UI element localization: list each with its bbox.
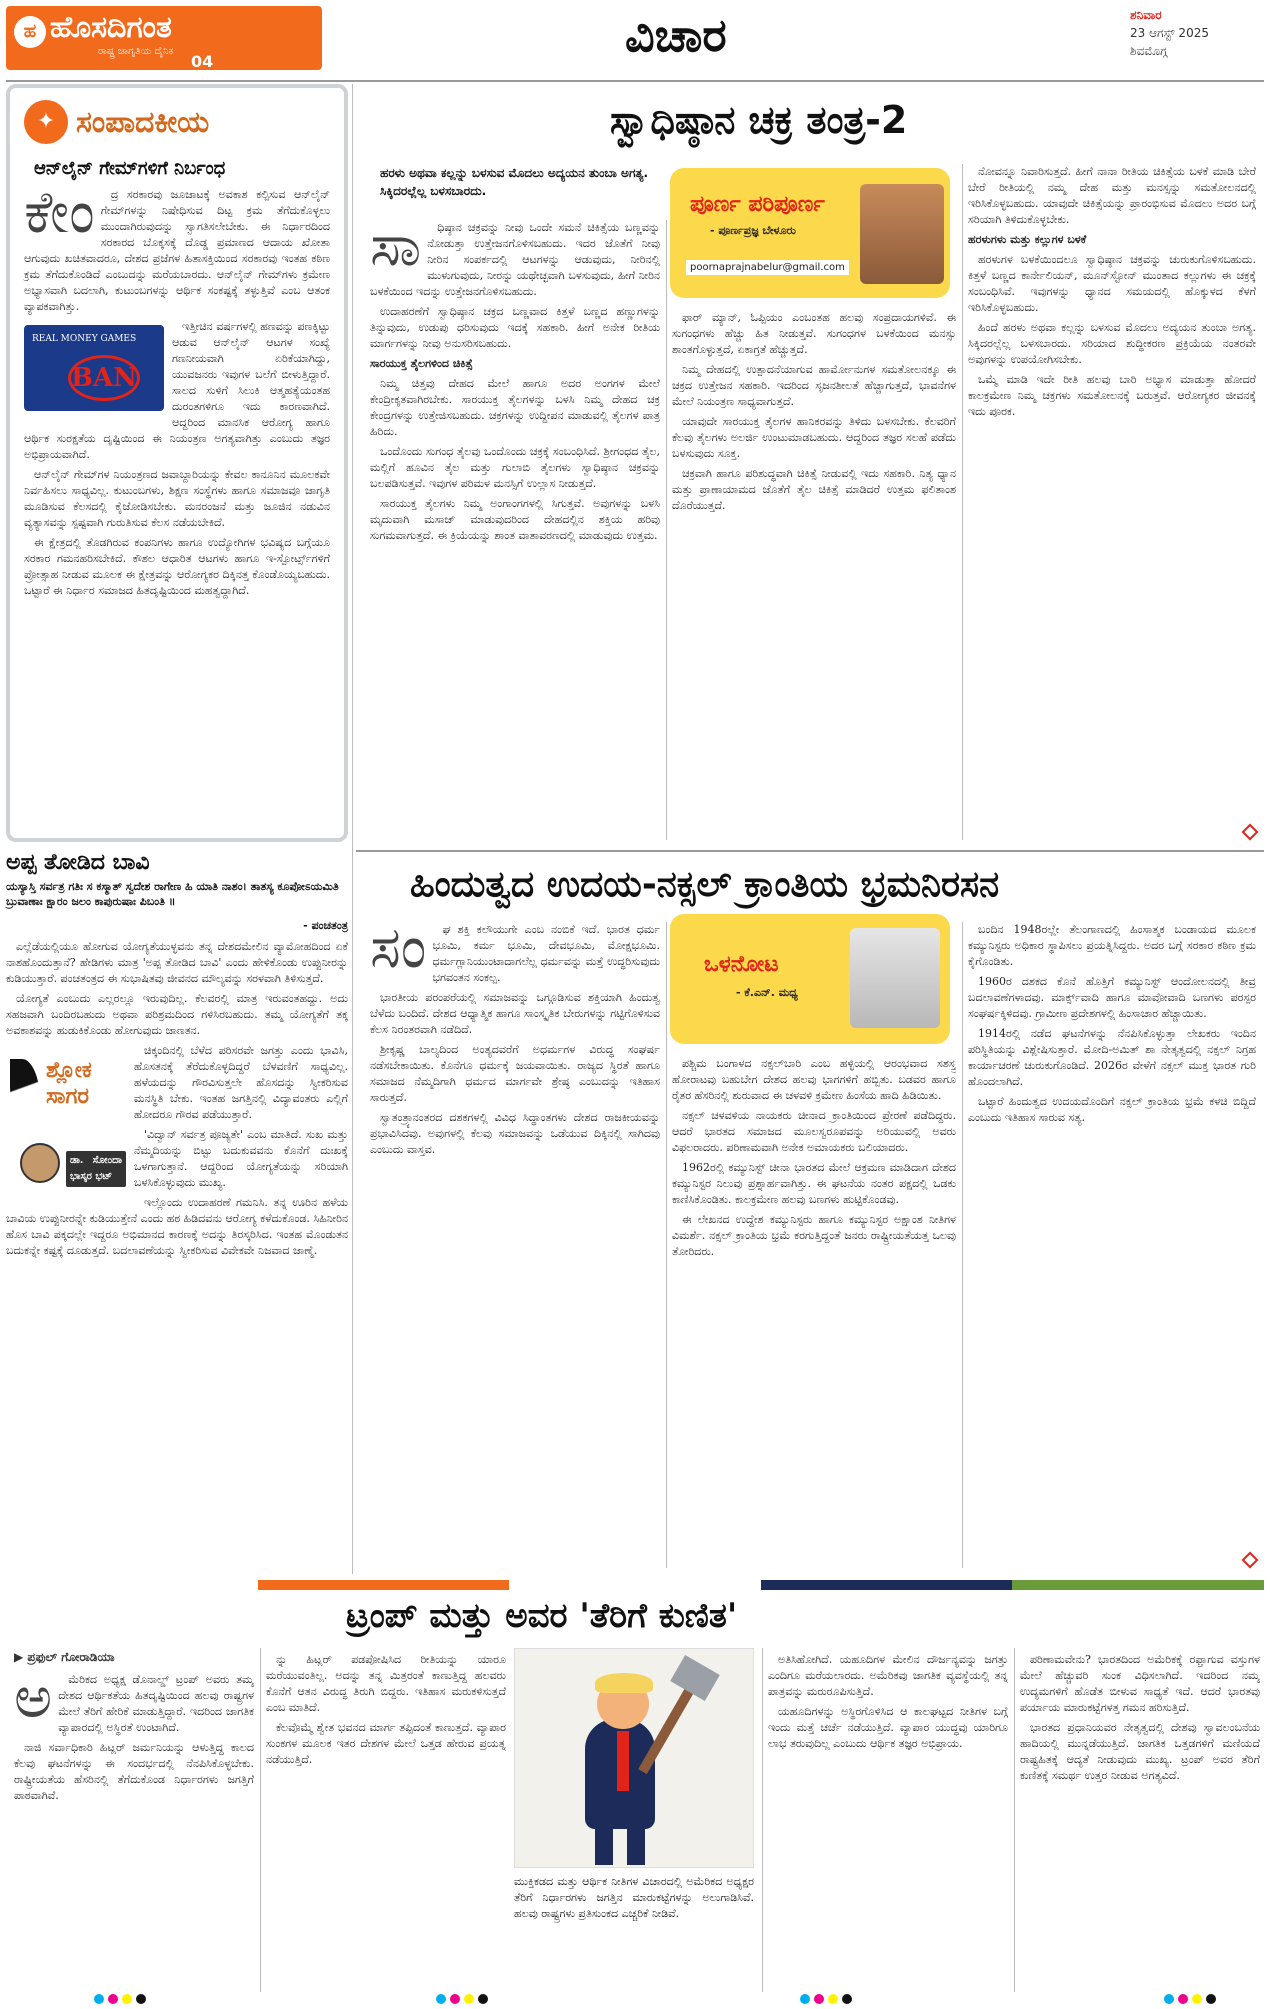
- ban-stamp: BAN: [68, 355, 140, 401]
- column-divider: [260, 1648, 261, 1992]
- masthead-divider: [6, 80, 1264, 82]
- online-game-ban-image: [24, 325, 164, 411]
- article-dropcap: ಸಂ: [370, 922, 427, 981]
- editorial-paragraph: ದ್ರ ಸರಕಾರವು ಜೂಜಾಟಕ್ಕೆ ಅವಕಾಶ ಕಲ್ಪಿಸುವ ಆನ್‌ಲೈನ್ ಗೇಮ್‌ಗಳನ್ನು ನಿಷೇಧಿಸುವ ದಿಟ್ಟ ಕ್ರಮ ತೆಗೆದುಕೊಳ್ಳಲು ಮುಂದಾಗಿರುವುದನ್ನು ಸ್ವಾಗತಿಸಲೇಬೇಕು. ಈ ನಿರ್ಧಾರದಿಂದ ಸರಕಾರದ ಬೊಕ್ಕಸಕ್ಕೆ ದೊಡ್ಡ ಪ್ರಮಾಣದ ಆದಾಯ ಖೋತಾ ಆಗುವುದು ಖಚಿತವಾದರೂ, ದೇಶದ ಪ್ರಜೆಗಳ ಹಿತಾಸಕ್ತಿಯಿಂದ ಸರಕಾರವು ಇಂತಹ ಕಠಿಣ ಕ್ರಮ ತೆಗೆದುಕೊಂಡಿದೆ ಎಂಬುದನ್ನು ಮರೆಯಬಾರದು. ಆನ್‌ಲೈನ್ ಗೇಮ್‌ಗಳು ಕ್ರಮೇಣ ಅಭ್ಯಾಸವಾಗಿ ಬದಲಾಗಿ, ಕುಟುಂಬಗಳನ್ನು ಆರ್ಥಿಕ ಸಂಕಷ್ಟಕ್ಕೆ ತಳ್ಳುತ್ತಿವೆ ಎಂಬ ಆತಂಕ ವ್ಯಾಪಕವಾಗಿತ್ತು.: [24, 188, 330, 313]
- cartoon-tie: [617, 1731, 629, 1791]
- article-paragraph: ಫಾರ್ ಮ್ಯಾನ್, ಓಪ್ಪಿಯಂ ಎಂಬಂತಹ ಹಲವು ಸಂಪ್ರದಾಯಗಳಿವೆ. ಈ ಸುಗಂಧಗಳು ಹೆಚ್ಚು ಹಿತ ನೀಡುತ್ತವೆ. ಸುಗಂಧಗಳ ಬಳಕೆಯಿಂದ ಮನಸ್ಸು ಶಾಂತಗೊಳ್ಳುತ್ತದೆ, ಏಕಾಗ್ರತೆ ಹೆಚ್ಚುತ್ತದೆ.: [672, 311, 956, 356]
- article-paragraph: ಒಮ್ಮೆ ಮಾಡಿ ಇದೇ ರೀತಿ ಹಲವು ಬಾರಿ ಅಭ್ಯಾಸ ಮಾಡುತ್ತಾ ಹೋದರೆ ಕಾಲಕ್ರಮೇಣ ನಿಮ್ಮ ಚಕ್ರಗಳು ಸಮತೋಲನಕ್ಕೆ ಬರುತ್ತವೆ. ಆರೋಗ್ಯಕರ ಜೀವನಕ್ಕೆ ಇದು ಪೂರಕ.: [968, 373, 1256, 418]
- logo-tagline: ರಾಷ್ಟ್ರ ಜಾಗೃತಿಯ ದೈನಿಕ: [98, 46, 174, 57]
- article-paragraph: 1914ರಲ್ಲಿ ನಡೆದ ಘಟನೆಗಳನ್ನು ನೆನಪಿಸಿಕೊಳ್ಳುತ್ತಾ ಲೇಖಕರು ಇಂದಿನ ಪರಿಸ್ಥಿತಿಯನ್ನು ವಿಶ್ಲೇಷಿಸುತ್ತಾರೆ. ಮೋದಿ-ಅಮಿತ್ ಶಾ ನೇತೃತ್ವದಲ್ಲಿ ನಕ್ಸಲ್ ನಿಗ್ರಹ ಕಾರ್ಯಾಚರಣೆ ಚುರುಕುಗೊಂಡಿದೆ. 2026ರ ವೇಳೆಗೆ ನಕ್ಸಲ್ ಮುಕ್ತ ಭಾರತ ಗುರಿ ಹೊಂದಲಾಗಿದೆ.: [968, 1027, 1256, 1088]
- article-paragraph: ಹರಳುಗಳ ಬಳಕೆಯಿಂದಲೂ ಸ್ವಾಧಿಷ್ಠಾನ ಚಕ್ರವನ್ನು ಚುರುಕುಗೊಳಿಸಬಹುದು. ಕಿತ್ತಳೆ ಬಣ್ಣದ ಕಾರ್ನೇಲಿಯನ್, ಮೂನ್‌ಸ್ಟೋನ್ ಮುಂತಾದ ಕಲ್ಲುಗಳು ಈ ಚಕ್ರಕ್ಕೆ ಸಂಬಂಧಿಸಿವೆ. ಇವುಗಳನ್ನು ಧ್ಯಾನದ ಸಮಯದಲ್ಲಿ ಹೊಕ್ಕುಳದ ಕೆಳಗೆ ಇರಿಸಿಕೊಳ್ಳಬಹುದು.: [968, 253, 1256, 314]
- article-divider: [356, 850, 1264, 852]
- article-trump: [6, 1596, 1264, 1996]
- article-column-3: [768, 1652, 1008, 1992]
- column-divider: [352, 84, 353, 1574]
- article-paragraph: ನಿಮ್ಮ ಚಿತ್ತವು ದೇಹದ ಮೇಲೆ ಹಾಗೂ ಅದರ ಅಂಗಗಳ ಮೇಲೆ ಕೇಂದ್ರೀಕೃತವಾಗಿರಬೇಕು. ಸಾರಯುಕ್ತ ತೈಲಗಳನ್ನು ಬಳಸಿ ನಿಮ್ಮ ದೇಹದ ಚಕ್ರ ಕೇಂದ್ರಗಳನ್ನು ಉತ್ತೇಜಿಸಬಹುದು. ಚಕ್ರಗಳನ್ನು ಉದ್ದೀಪನ ಮಾಡುವಲ್ಲಿ ತೈಲಗಳ ಪಾತ್ರ ಹಿರಿದು.: [370, 377, 660, 438]
- trump-cartoon: [514, 1648, 754, 1868]
- article-column-1: [370, 922, 660, 1572]
- article-paragraph: ನಿಮ್ಮ ದೇಹದಲ್ಲಿ ಉತ್ಪಾದನೆಯಾಗುವ ಹಾರ್ಮೋನುಗಳ ಸಮತೋಲನಕ್ಕೂ ಈ ಚಕ್ರದ ಉತ್ತೇಜನ ಸಹಕಾರಿ. ಇದರಿಂದ ಸೃಜನಶೀಲತೆ ಹೆಚ್ಚಾಗುತ್ತದೆ, ಭಾವನೆಗಳ ಮೇಲೆ ನಿಯಂತ್ರಣ ಸಾಧ್ಯವಾಗುತ್ತದೆ.: [672, 363, 956, 408]
- feather-pen-icon: [10, 1059, 40, 1129]
- article-paragraph: ನಾಜಿ ಸರ್ವಾಧಿಕಾರಿ ಹಿಟ್ಲರ್ ಜರ್ಮನಿಯನ್ನು ಆಳುತ್ತಿದ್ದ ಕಾಲದ ಕೆಲವು ಘಟನೆಗಳನ್ನು ಈ ಸಂದರ್ಭದಲ್ಲಿ ನೆನಪಿಸಿಕೊಳ್ಳಬೇಕು. ರಾಷ್ಟ್ರೀಯತೆಯ ಹೆಸರಿನಲ್ಲಿ ತೆಗೆದುಕೊಂಡ ನಿರ್ಧಾರಗಳು ಜಗತ್ತಿಗೆ ಪಾಠವಾಗಿವೆ.: [14, 1741, 254, 1802]
- editorial-body: [24, 178, 330, 599]
- dateline-date: 23 ಆಗಸ್ಟ್ 2025: [1130, 26, 1209, 40]
- article-paragraph: ಯಾವುದೇ ಸಾರಯುಕ್ತ ತೈಲಗಳ ಹಾನಿಕರವನ್ನು ತಿಳಿದು ಬಳಸಬೇಕು. ಕೆಲವರಿಗೆ ಕೆಲವು ತೈಲಗಳು ಅಲರ್ಜಿ ಉಂಟುಮಾಡಬಹುದು. ಆದ್ದರಿಂದ ತಜ್ಞರ ಸಲಹೆ ಪಡೆದು ಬಳಸುವುದು ಸೂಕ್ತ.: [672, 415, 956, 460]
- shloka-paragraph: ಎಲ್ಲೆಡೆಯಲ್ಲಿಯೂ ಹೋಗುವ ಯೋಗ್ಯತೆಯುಳ್ಳವನು ತನ್ನ ದೇಶದಮೇಲಿನ ವ್ಯಾಮೋಹದಿಂದ ಏಕೆ ನಾಶಹೊಂದುತ್ತಾನೆ? ಹೇಡಿಗಳು ಮಾತ್ರ 'ಅಪ್ಪ ತೋಡಿದ ಬಾವಿ' ಎಂದು ಹೇಳಿಕೊಂಡು ಉಪ್ಪುನೀರನ್ನು ಕುಡಿಯುತ್ತಾರೆ. ಪಂಚತಂತ್ರದ ಈ ಸುಭಾಷಿತವು ಜೀವನದ ಮೌಲ್ಯವನ್ನು ಸರಳವಾಗಿ ತಿಳಿಸುತ್ತದೆ.: [6, 940, 348, 985]
- columnist-name: - ಕೆ.ಎನ್. ಮಧ್ಯ: [736, 986, 798, 999]
- article-svadhisthana: [360, 88, 1264, 848]
- article-column-2: [266, 1652, 506, 1992]
- article-paragraph: ಭಾರತೀಯ ಪರಂಪರೆಯಲ್ಲಿ ಸಮಾಜವನ್ನು ಒಗ್ಗೂಡಿಸುವ ಶಕ್ತಿಯಾಗಿ ಹಿಂದುತ್ವ ಬೆಳೆದು ಬಂದಿದೆ. ದೇಶದ ಆಧ್ಯಾತ್ಮಿಕ ಹಾಗೂ ಸಾಂಸ್ಕೃತಿಕ ಬೇರುಗಳನ್ನು ಗಟ್ಟಿಗೊಳಿಸುವ ಕೆಲಸ ನಿರಂತರವಾಗಿ ನಡೆದಿದೆ.: [370, 991, 660, 1036]
- section-color-bar: [6, 1580, 1264, 1590]
- article-paragraph: ಪರಿಣಾಮವೇನು? ಭಾರತದಿಂದ ಅಮೆರಿಕಕ್ಕೆ ರಫ್ತಾಗುವ ವಸ್ತುಗಳ ಮೇಲೆ ಹೆಚ್ಚುವರಿ ಸುಂಕ ವಿಧಿಸಲಾಗಿದೆ. ಇದರಿಂದ ನಮ್ಮ ಉದ್ಯಮಗಳಿಗೆ ಹೊಡೆತ ಬೀಳುವ ಸಾಧ್ಯತೆ ಇದೆ. ಆದರೆ ಭಾರತವು ಪರ್ಯಾಯ ಮಾರುಕಟ್ಟೆಗಳತ್ತ ಗಮನ ಹರಿಸುತ್ತಿದೆ.: [1020, 1653, 1260, 1714]
- article-paragraph: 1960ರ ದಶಕದ ಕೊನೆ ಹೊತ್ತಿಗೆ ಕಮ್ಯುನಿಸ್ಟ್ ಆಂದೋಲನದಲ್ಲಿ ತೀವ್ರ ಬದಲಾವಣೆಗಳಾದವು. ಮಾರ್ಕ್ಸ್‌ವಾದಿ ಹಾಗೂ ಮಾವೋವಾದಿ ಬಣಗಳು ಪರಸ್ಪರ ಸಂಘರ್ಷಕ್ಕಿಳಿದವು. ಗ್ರಾಮೀಣ ಪ್ರದೇಶಗಳಲ್ಲಿ ಹಿಂಸಾಚಾರ ಹೆಚ್ಚಾಯಿತು.: [968, 975, 1256, 1020]
- column-divider: [1014, 1648, 1015, 1992]
- shloka-source: - ಪಂಚತಂತ್ರ: [303, 919, 348, 932]
- article-subhead: ಹರಳುಗಳು ಮತ್ತು ಕಲ್ಲುಗಳ ಬಳಕೆ: [968, 233, 1087, 246]
- article-paragraph: ಒಂದೊಂದು ಸುಗಂಧ ತೈಲವು ಒಂದೊಂದು ಚಕ್ರಕ್ಕೆ ಸಂಬಂಧಿಸಿದೆ. ಶ್ರೀಗಂಧದ ತೈಲ, ಮಲ್ಲಿಗೆ ಹೂವಿನ ತೈಲ ಮತ್ತು ಗುಲಾಬಿ ತೈಲಗಳು ಸ್ವಾಧಿಷ್ಠಾನ ಚಕ್ರವನ್ನು ಬಲಪಡಿಸುತ್ತವೆ. ಇವುಗಳ ಪರಿಮಳ ಮನಸ್ಸಿಗೆ ಉಲ್ಲಾಸ ನೀಡುತ್ತದೆ.: [370, 445, 660, 490]
- article-paragraph: ನಕ್ಸಲ್ ಚಳವಳಿಯ ನಾಯಕರು ಚೀನಾದ ಕ್ರಾಂತಿಯಿಂದ ಪ್ರೇರಣೆ ಪಡೆದಿದ್ದರು. ಆದರೆ ಭಾರತದ ಸಮಾಜದ ಮೂಲಸ್ವರೂಪವನ್ನು ಅರಿಯುವಲ್ಲಿ ಅವರು ವಿಫಲರಾದರು. ಪರಿಣಾಮವಾಗಿ ಅನೇಕ ಅಮಾಯಕರು ಬಲಿಯಾದರು.: [672, 1109, 956, 1154]
- column-name: ಒಳನೋಟ: [704, 952, 779, 977]
- article-paragraph: ಘ ಶಕ್ತಿ ಕಲೌಯುಗೇ ಎಂಬ ನಂಬಿಕೆ ಇದೆ. ಭಾರತ ಧರ್ಮ ಭೂಮಿ, ಕರ್ಮ ಭೂಮಿ, ದೇವಭೂಮಿ, ಮೋಕ್ಷಭೂಮಿ. ಧರ್ಮಗ್ಲಾನಿಯುಂಟಾದಾಗಲೆಲ್ಲ ಧರ್ಮವನ್ನು ಮತ್ತೆ ಉದ್ಧರಿಸುವುದು ಭಗವಂತನ ಸಂಕಲ್ಪ.: [432, 923, 660, 984]
- dateline: [1130, 8, 1260, 62]
- article-paragraph: ಶ್ರೀಕೃಷ್ಣ ಬಾಲ್ಯದಿಂದ ಅಂತ್ಯದವರೆಗೆ ಅಧರ್ಮಗಳ ವಿರುದ್ಧ ಸಂಘರ್ಷ ನಡೆಸಬೇಕಾಯಿತು. ಕೊನೆಗೂ ಧರ್ಮಕ್ಕೆ ಜಯವಾಯಿತು. ರಾಜ್ಯದ ಸ್ಥಿರತೆ ಹಾಗೂ ಸಮಾಜದ ನೆಮ್ಮದಿಗಾಗಿ ಧರ್ಮದ ಮಾರ್ಗವೇ ಶ್ರೇಷ್ಠ ಎಂಬುದನ್ನು ಇತಿಹಾಸ ಸಾರುತ್ತದೆ.: [370, 1043, 660, 1104]
- author-avatar: [20, 1143, 60, 1183]
- column-divider: [666, 220, 667, 840]
- article-paragraph: ನೋವನ್ನೂ ನಿವಾರಿಸುತ್ತದೆ. ಹೀಗೆ ನಾನಾ ರೀತಿಯ ಚಿಕಿತ್ಸೆಯ ಬಳಕೆ ಮಾಡಿ ಬೇರೆ ಬೇರೆ ರೀತಿಯಲ್ಲಿ ನಮ್ಮ ದೇಹ ಮತ್ತು ಮನಸ್ಸನ್ನು ಸಮತೋಲನದಲ್ಲಿ ಇರಿಸಿಕೊಳ್ಳಬಹುದು. ಯಾವುದೇ ಚಿಕಿತ್ಸೆಯನ್ನು ಪ್ರಾರಂಭಿಸುವ ಮೊದಲು ಅದರ ಬಗ್ಗೆ ಸರಿಯಾಗಿ ತಿಳಿದುಕೊಳ್ಳಬೇಕು.: [968, 165, 1256, 226]
- shloka-paragraph: ಇಲ್ಲೊಂದು ಉದಾಹರಣೆ ಗಮನಿಸಿ. ತನ್ನ ಊರಿನ ಹಳೆಯ ಬಾವಿಯ ಉಪ್ಪುನೀರನ್ನೇ ಕುಡಿಯುತ್ತೇನೆ ಎಂದು ಹಠ ಹಿಡಿದವನು ಆರೋಗ್ಯ ಕಳೆದುಕೊಂಡ. ಸಿಹಿನೀರಿನ ಹೊಸ ಬಾವಿ ಪಕ್ಕದಲ್ಲೇ ಇದ್ದರೂ ಅಭಿಮಾನದ ಕಾರಣಕ್ಕೆ ಅದನ್ನು ತಿರಸ್ಕರಿಸಿದ. ಇಂತಹ ಮೊಂಡುತನ ಬದುಕನ್ನೇ ಕಷ್ಟಕ್ಕೆ ದೂಡುತ್ತದೆ. ಬದಲಾವಣೆಯನ್ನು ಸ್ವೀಕರಿಸುವ ವಿವೇಕವೇ ನಿಜವಾದ ಜಾಣ್ಮೆ.: [6, 1196, 348, 1257]
- column-divider: [666, 922, 667, 1568]
- section-title: ವಿಚಾರ: [625, 8, 727, 62]
- article-paragraph: ಈ ಲೇಖನದ ಉದ್ದೇಶ ಕಮ್ಯುನಿಸ್ಟರು ಹಾಗೂ ಕಮ್ಯುನಿಸ್ಟರ ಅಕ್ಷಾಂಶ ನೀತಿಗಳ ವಿಮರ್ಶೆ. ನಕ್ಸಲ್ ಕ್ರಾಂತಿಯ ಭ್ರಮೆ ಕರಗುತ್ತಿದ್ದಂತೆ ಜನರು ರಾಷ್ಟ್ರೀಯತೆಯತ್ತ ಒಲವು ತೋರಿದರು.: [672, 1213, 956, 1258]
- article-paragraph: ಚಕ್ರವಾಗಿ ಹಾಗೂ ಪರಿಶುದ್ಧವಾಗಿ ಚಿಕಿತ್ಸೆ ನೀಡುವಲ್ಲಿ ಇದು ಸಹಕಾರಿ. ನಿತ್ಯ ಧ್ಯಾನ ಮತ್ತು ಪ್ರಾಣಾಯಾಮದ ಜೊತೆಗೆ ತೈಲ ಚಿಕಿತ್ಸೆ ಮಾಡಿದರೆ ಉತ್ತಮ ಫಲಿತಾಂಶ ದೊರೆಯುತ್ತದೆ.: [672, 467, 956, 512]
- cartoon-caption: ಮುಕ್ತಿಕಡದ ಮತ್ತು ಆರ್ಥಿಕ ನೀತಿಗಳ ವಿಚಾರದಲ್ಲಿ ಅಮೆರಿಕದ ಅಧ್ಯಕ್ಷರ ತೆರಿಗೆ ನಿರ್ಧಾರಗಳು ಜಗತ್ತಿನ ಮಾರುಕಟ್ಟೆಗಳನ್ನು ಅಲುಗಾಡಿಸಿವೆ. ಹಲವು ರಾಷ್ಟ್ರಗಳು ಪ್ರತಿಸುಂಕದ ಎಚ್ಚರಿಕೆ ನೀಡಿವೆ.: [514, 1875, 754, 1920]
- article-column-1: [14, 1672, 254, 1992]
- editorial-paragraph: ಇತ್ತೀಚಿನ ವರ್ಷಗಳಲ್ಲಿ ಹಣವನ್ನು ಪಣಕ್ಕಿಟ್ಟು ಆಡುವ ಆನ್‌ಲೈನ್ ಆಟಗಳ ಸಂಖ್ಯೆ ಗಣನೀಯವಾಗಿ ಏರಿಕೆಯಾಗಿದ್ದು, ಯುವಜನರು ಇವುಗಳ ಬಲೆಗೆ ಬೀಳುತ್ತಿದ್ದಾರೆ. ಸಾಲದ ಸುಳಿಗೆ ಸಿಲುಕಿ ಆತ್ಮಹತ್ಯೆಯಂತಹ ದುರಂತಗಳಿಗೂ ಇದು ಕಾರಣವಾಗಿದೆ. ಆದ್ದರಿಂದ ಮಾನಸಿಕ ಆರೋಗ್ಯ ಹಾಗೂ ಆರ್ಥಿಕ ಸುರಕ್ಷತೆಯ ದೃಷ್ಟಿಯಿಂದ ಈ ನಿಯಂತ್ರಣ ಅಗತ್ಯವಾಗಿತ್ತು ಎಂಬುದು ತಜ್ಞರ ಅಭಿಪ್ರಾಯವಾಗಿದೆ.: [24, 320, 330, 461]
- shloka-column: [6, 850, 348, 1263]
- article-column-3: [968, 922, 1256, 1572]
- page-number: 04: [191, 52, 214, 71]
- article-column-4: [1020, 1652, 1260, 1992]
- shloka-sagara-title: ಶ್ಲೋಕ ಸಾಗರ: [46, 1057, 92, 1109]
- shloka-paragraph: ಯೋಗ್ಯತೆ ಎಂಬುದು ಎಲ್ಲರಲ್ಲೂ ಇರುವುದಿಲ್ಲ. ಕೆಲವರಲ್ಲಿ ಮಾತ್ರ ಇರುವಂತಹದ್ದು. ಅದು ಸಹಜವಾಗಿ ಬಂದಿರಬಹುದು ಅಥವಾ ಪರಿಶ್ರಮದಿಂದ ಗಳಿಸಿರಬಹುದು. ತಮ್ಮ ಯೋಗ್ಯತೆಗೆ ತಕ್ಕ ಅವಕಾಶವನ್ನು ಹುಡುಕಿಕೊಂಡು ಹೋಗುವುದು ಜಾಣತನ.: [6, 992, 348, 1037]
- article-paragraph: ನ್ನು ಹಿಟ್ಲರ್ ಪಡಪೋಷಿಸಿದ ರೀತಿಯನ್ನು ಯಾರೂ ಮರೆಯುವಂತಿಲ್ಲ. ಅದನ್ನು ತನ್ನ ಮಿತ್ರರಂತೆ ಕಾಣುತ್ತಿದ್ದ ಹಲವರು ಕೊನೆಗೆ ಆತನ ವಿರುದ್ಧ ತಿರುಗಿ ಬಿದ್ದರು. ಇತಿಹಾಸ ಮರುಕಳಿಸುತ್ತದೆ ಎಂಬ ಮಾತಿದೆ.: [266, 1653, 506, 1714]
- registration-marks: [436, 1994, 488, 2004]
- article-paragraph: ಒಟ್ಟಾರೆ ಹಿಂದುತ್ವದ ಉದಯದೊಂದಿಗೆ ನಕ್ಸಲ್ ಕ್ರಾಂತಿಯ ಭ್ರಮೆ ಕಳಚಿ ಬಿದ್ದಿದೆ ಎಂಬುದು ಇತಿಹಾಸ ಸಾರುವ ಸತ್ಯ.: [968, 1095, 1256, 1124]
- editorial-paragraph: ಈ ಕ್ಷೇತ್ರದಲ್ಲಿ ತೊಡಗಿರುವ ಕಂಪನಿಗಳು ಹಾಗೂ ಉದ್ಯೋಗಿಗಳ ಭವಿಷ್ಯದ ಬಗ್ಗೆಯೂ ಸರಕಾರ ಗಮನಹರಿಸಬೇಕಿದೆ. ಕೌಶಲ ಆಧಾರಿತ ಆಟಗಳು ಹಾಗೂ ಇ-ಸ್ಪೋರ್ಟ್ಸ್‌ಗಳಿಗೆ ಪ್ರೋತ್ಸಾಹ ನೀಡುವ ಮೂಲಕ ಈ ಕ್ಷೇತ್ರವನ್ನು ಆರೋಗ್ಯಕರ ದಿಕ್ಕಿನತ್ತ ಕೊಂಡೊಯ್ಯಬಹುದು. ಒಟ್ಟಾರೆ ಈ ನಿರ್ಧಾರ ಸಮಾಜದ ಹಿತದೃಷ್ಟಿಯಿಂದ ಮಹತ್ವದ್ದಾಗಿದೆ.: [24, 536, 330, 597]
- article-headline[interactable]: ಸ್ವಾಧಿಷ್ಠಾನ ಚಕ್ರ ತಂತ್ರ-2: [610, 98, 908, 142]
- article-byline: ▶ ಪ್ರಫುಲ್ ಗೋರಾಡಿಯಾ: [14, 1650, 115, 1664]
- columnist-name: - ಪೂರ್ಣಪ್ರಜ್ಞ ಬೇಳೂರು: [710, 224, 796, 237]
- cartoon-leg: [627, 1825, 645, 1865]
- article-paragraph: ಮೆರಿಕದ ಅಧ್ಯಕ್ಷ ಡೊನಾಲ್ಡ್ ಟ್ರಂಪ್ ಅವರು ತಮ್ಮ ದೇಶದ ಆರ್ಥಿಕತೆಯ ಹಿತದೃಷ್ಟಿಯಿಂದ ಹಲವು ರಾಷ್ಟ್ರಗಳ ಮೇಲೆ ತೆರಿಗೆ ಹೇರಿಕೆ ಮಾಡುತ್ತಿದ್ದಾರೆ. ಇದರಿಂದ ಜಾಗತಿಕ ವ್ಯಾಪಾರದಲ್ಲಿ ಅಸ್ಥಿರತೆ ಉಂಟಾಗಿದೆ.: [58, 1673, 254, 1734]
- column-name: ಪೂರ್ಣ ಪರಿಪೂರ್ಣ: [690, 192, 825, 217]
- article-paragraph: ಯಹೂದಿಗಳನ್ನು ಅಸ್ಥಿರಗೊಳಿಸಿದ ಆ ಕಾಲಘಟ್ಟದ ನೀತಿಗಳ ಬಗ್ಗೆ ಇಂದು ಮತ್ತೆ ಚರ್ಚೆ ನಡೆಯುತ್ತಿದೆ. ವ್ಯಾಪಾರ ಯುದ್ಧವು ಯಾರಿಗೂ ಲಾಭ ತರುವುದಿಲ್ಲ ಎಂಬುದು ಆರ್ಥಿಕ ತಜ್ಞರ ಅಭಿಪ್ರಾಯ.: [768, 1705, 1008, 1750]
- columnist-email[interactable]: poornaprajnabelur@gmail.com: [686, 260, 849, 275]
- columnist-photo: [860, 184, 944, 284]
- article-column-2: [672, 1056, 956, 1572]
- masthead: [0, 0, 1270, 78]
- shloka-paragraph: 'ವಿದ್ವಾನ್ ಸರ್ವತ್ರ ಪೂಜ್ಯತೇ' ಎಂಬ ಮಾತಿದೆ. ಸುಖ ಮತ್ತು ನೆಮ್ಮದಿಯನ್ನು ಬಿಟ್ಟು ಬದುಕುವವನು ಕೊನೆಗೆ ದುಃಖಕ್ಕೆ ಒಳಗಾಗುತ್ತಾನೆ. ಆದ್ದರಿಂದ ಯೋಗ್ಯತೆಯನ್ನು ಸರಿಯಾಗಿ ಬಳಸಿಕೊಳ್ಳುವುದು ಮುಖ್ಯ.: [134, 1128, 348, 1189]
- article-column-2: [672, 310, 956, 844]
- shloka-body: [6, 939, 348, 1259]
- dateline-day: ಶನಿವಾರ: [1130, 8, 1162, 22]
- logo-emblem-icon: ಹ: [14, 16, 46, 48]
- article-dropcap: ಅ: [14, 1672, 53, 1731]
- lamp-icon: ✦: [24, 100, 68, 144]
- editorial-headline[interactable]: ಆನ್‌ಲೈನ್ ಗೇಮ್‌ಗಳಿಗೆ ನಿರ್ಬಂಧ: [34, 158, 226, 179]
- article-column-3: [968, 164, 1256, 844]
- article-paragraph: ಭಾರತದ ಪ್ರಧಾನಿಯವರ ನೇತೃತ್ವದಲ್ಲಿ ದೇಶವು ಸ್ವಾವಲಂಬನೆಯ ಹಾದಿಯಲ್ಲಿ ಮುನ್ನಡೆಯುತ್ತಿದೆ. ಜಾಗತಿಕ ಒತ್ತಡಗಳಿಗೆ ಮಣಿಯದೆ ರಾಷ್ಟ್ರಹಿತಕ್ಕೆ ಆದ್ಯತೆ ನೀಡುವುದು ಮುಖ್ಯ. ಟ್ರಂಪ್ ಅವರ ತೆರಿಗೆ ಕುಣಿತಕ್ಕೆ ಸಮರ್ಥ ಉತ್ತರ ನೀಡುವ ಅಗತ್ಯವಿದೆ.: [1020, 1721, 1260, 1782]
- article-hindutva: [360, 856, 1264, 1576]
- article-paragraph: ಧಿಷ್ಠಾನ ಚಕ್ರವನ್ನು ನೀವು ಒಂದೇ ಸಮನೆ ಚಿಕಿತ್ಸೆಯ ಬಣ್ಣವನ್ನು ನೋಡುತ್ತಾ ಉತ್ತೇಜನಗೊಳಿಸಬಹುದು. ಇದರ ಜೊತೆಗೆ ನೀವು ನೀರಿನ ಸಂಪರ್ಕದಲ್ಲಿ ಆಟಗಳನ್ನು ಆಡುವುದು, ನೀರಿನಲ್ಲಿ ಮುಳುಗುವುದು, ನೀರನ್ನು ಯಥೇಚ್ಛವಾಗಿ ಬಳಸುವುದು, ಹೀಗೆ ನೀರಿನ ಬಳಕೆಯಿಂದ ಇದನ್ನು ಉತ್ತೇಜನಗೊಳಿಸಬಹುದು.: [370, 221, 660, 298]
- editorial-header: [24, 100, 330, 144]
- column-divider: [962, 164, 963, 840]
- editorial-paragraph: ಆನ್‌ಲೈನ್ ಗೇಮ್‌ಗಳ ನಿಯಂತ್ರಣದ ಜವಾಬ್ದಾರಿಯನ್ನು ಕೇವಲ ಕಾನೂನಿನ ಮೂಲಕವೇ ನಿರ್ವಹಿಸಲು ಸಾಧ್ಯವಿಲ್ಲ. ಕುಟುಂಬಗಳು, ಶಿಕ್ಷಣ ಸಂಸ್ಥೆಗಳು ಹಾಗೂ ಸಮಾಜವೂ ಜಾಗೃತಿ ಮೂಡಿಸುವ ಕೆಲಸದಲ್ಲಿ ಕೈಜೋಡಿಸಬೇಕು. ಮನರಂಜನೆ ಮತ್ತು ಜೂಜಿನ ನಡುವಿನ ವ್ಯತ್ಯಾಸವನ್ನು ಸ್ಪಷ್ಟವಾಗಿ ಗುರುತಿಸುವ ಕೆಲಸ ನಡೆಯಬೇಕಿದೆ.: [24, 468, 330, 529]
- article-paragraph: ಉದಾಹರಣೆಗೆ ಸ್ವಾಧಿಷ್ಠಾನ ಚಕ್ರದ ಬಣ್ಣವಾದ ಕಿತ್ತಳೆ ಬಣ್ಣದ ಹಣ್ಣುಗಳನ್ನು ತಿನ್ನುವುದು, ಉಡುಪು ಧರಿಸುವುದು ಇದಕ್ಕೆ ಸಹಕಾರಿ. ಹೀಗೆ ಅನೇಕ ರೀತಿಯ ಮಾರ್ಗಗಳನ್ನು ನೀವು ಅನುಸರಿಸಬಹುದು.: [370, 305, 660, 350]
- cartoon-hair: [595, 1673, 653, 1693]
- article-paragraph: ಅತಿಸಿಹೋಗಿದೆ. ಯಹೂದಿಗಳ ಮೇಲಿನ ದೌರ್ಜನ್ಯವನ್ನು ಜಗತ್ತು ಎಂದಿಗೂ ಮರೆಯಲಾರದು. ಅಮೆರಿಕವು ಜಾಗತಿಕ ವ್ಯವಸ್ಥೆಯಲ್ಲಿ ತನ್ನ ಪಾತ್ರವನ್ನು ಮರುರೂಪಿಸುತ್ತಿದೆ.: [768, 1653, 1008, 1698]
- ban-image-caption: REAL MONEY GAMES: [32, 334, 137, 344]
- article-headline[interactable]: ಹಿಂದುತ್ವದ ಉದಯ-ನಕ್ಸಲ್ ಕ್ರಾಂತಿಯ ಭ್ರಮನಿರಸನ: [410, 864, 1000, 905]
- article-subhead: ಸಾರಯುಕ್ತ ತೈಲಗಳಿಂದ ಚಿಕಿತ್ಸೆ: [370, 357, 473, 370]
- article-paragraph: 1962ರಲ್ಲಿ ಕಮ್ಯುನಿಸ್ಟ್ ಚೀನಾ ಭಾರತದ ಮೇಲೆ ಆಕ್ರಮಣ ಮಾಡಿದಾಗ ದೇಶದ ಕಮ್ಯುನಿಸ್ಟರ ನಿಲುವು ಪ್ರಶ್ನಾರ್ಹವಾಗಿತ್ತು. ಈ ಘಟನೆಯ ನಂತರ ಪಕ್ಷದಲ್ಲಿ ಒಡಕು ಕಾಣಿಸಿಕೊಂಡಿತು. ಕಾಲಕ್ರಮೇಣ ಹಲವು ಬಣಗಳು ಹುಟ್ಟಿಕೊಂಡವು.: [672, 1161, 956, 1206]
- editorial-dropcap: ಕೇಂ: [24, 178, 95, 246]
- article-paragraph: ಸ್ವಾತಂತ್ರ್ಯಾನಂತರದ ದಶಕಗಳಲ್ಲಿ ವಿವಿಧ ಸಿದ್ಧಾಂತಗಳು ದೇಶದ ರಾಜಕೀಯವನ್ನು ಪ್ರಭಾವಿಸಿದವು. ಅವುಗಳಲ್ಲಿ ಕೆಲವು ಸಮಾಜವನ್ನು ಒಡೆಯುವ ದಿಕ್ಕಿನಲ್ಲಿ ಸಾಗಿದವು ಎಂಬುದು ವಾಸ್ತವ.: [370, 1111, 660, 1156]
- dateline-city: ಶಿವಮೊಗ್ಗ: [1130, 44, 1168, 58]
- shloka-sagara-badge: [6, 1047, 126, 1197]
- registration-marks: [1164, 1994, 1216, 2004]
- shloka-paragraph: ಚಿಕ್ಕಂದಿನಲ್ಲಿ ಬೆಳೆದ ಪರಿಸರವೇ ಜಗತ್ತು ಎಂದು ಭಾವಿಸಿ, ಹೊಸತನಕ್ಕೆ ತೆರೆದುಕೊಳ್ಳದಿದ್ದರೆ ಬೆಳವಣಿಗೆ ಸಾಧ್ಯವಿಲ್ಲ. ಹಳೆಯದನ್ನು ಗೌರವಿಸುತ್ತಲೇ ಹೊಸದನ್ನು ಸ್ವೀಕರಿಸುವ ಮನಸ್ಥಿತಿ ಬೇಕು. ಇಂತಹ ಜಗತ್ತಿನಲ್ಲಿ ವಿದ್ಯಾವಂತರು ಎಲ್ಲಿಗೆ ಹೋದರೂ ಗೌರವ ಪಡೆಯುತ್ತಾರೆ.: [134, 1044, 348, 1121]
- article-paragraph: ಪಶ್ಚಿಮ ಬಂಗಾಳದ ನಕ್ಸಲ್‌ಬಾರಿ ಎಂಬ ಹಳ್ಳಿಯಲ್ಲಿ ಆರಂಭವಾದ ಸಶಸ್ತ್ರ ಹೋರಾಟವು ಬಹುಬೇಗ ದೇಶದ ಹಲವು ಭಾಗಗಳಿಗೆ ಹಬ್ಬಿತು. ಬಡವರ ಹಾಗೂ ರೈತರ ಹೆಸರಿನಲ್ಲಿ ಶುರುವಾದ ಈ ಚಳವಳಿ ಕ್ರಮೇಣ ಹಿಂಸೆಯ ಹಾದಿ ಹಿಡಿಯಿತು.: [672, 1057, 956, 1102]
- column-divider: [962, 922, 963, 1568]
- article-headline[interactable]: ಟ್ರಂಪ್ ಮತ್ತು ಅವರ 'ತೆರಿಗೆ ಕುಣಿತ': [346, 1596, 738, 1636]
- shloka-author-name: ಡಾ. ಸೋಂದಾ ಭಾಸ್ಕರ ಭಟ್: [66, 1151, 126, 1187]
- article-paragraph: ಸಾರಯುಕ್ತ ತೈಲಗಳು ನಿಮ್ಮ ಅಂಗಾಂಗಗಳಲ್ಲಿ ಸಿಗುತ್ತವೆ. ಅವುಗಳನ್ನು ಬಳಸಿ ಮೃದುವಾಗಿ ಮಸಾಜ್ ಮಾಡುವುದರಿಂದ ದೇಹದಲ್ಲಿನ ಶಕ್ತಿಯ ಹರಿವು ಸುಗಮವಾಗುತ್ತದೆ. ಈ ಕ್ರಿಯೆಯನ್ನು ಶಾಂತ ವಾತಾವರಣದಲ್ಲಿ ಮಾಡುವುದು ಉತ್ತಮ.: [370, 497, 660, 542]
- columnist-photo: [850, 928, 940, 1028]
- logo-text: ಹೊಸದಿಗಂತ: [50, 10, 172, 45]
- article-paragraph: ಹಿಂದೆ ಹರಳು ಅಥವಾ ಕಲ್ಲನ್ನು ಬಳಸುವ ಮೊದಲು ಅದ್ಯಯನ ತುಂಬಾ ಅಗತ್ಯ. ಸಿಕ್ಕಿದರಲ್ಲೆಲ್ಲ ಬಳಸಬಾರದು. ಸರಿಯಾದ ಶುದ್ಧೀಕರಣ ಪ್ರಕ್ರಿಯೆಯ ನಂತರವೇ ಅವುಗಳನ್ನು ಉಪಯೋಗಿಸಬೇಕು.: [968, 321, 1256, 366]
- article-column-1: [370, 220, 660, 844]
- article-paragraph: ಬಂದಿನ 1948ರಲ್ಲೇ ತೆಲಂಗಾಣದಲ್ಲಿ ಹಿಂಸಾತ್ಮಕ ಬಂಡಾಯದ ಮೂಲಕ ಕಮ್ಯುನಿಸ್ಟರು ಅಧಿಕಾರ ಸ್ಥಾಪಿಸಲು ಪ್ರಯತ್ನಿಸಿದ್ದರು. ಅದರ ಬಗ್ಗೆ ಸರಕಾರ ಕಠಿಣ ಕ್ರಮ ಕೈಗೊಂಡಿತು.: [968, 923, 1256, 968]
- editorial-label: ಸಂಪಾದಕೀಯ: [76, 104, 210, 140]
- article-paragraph: ಕೆಲವೊಮ್ಮೆ ಶ್ವೇತ ಭವನದ ಮಾರ್ಗ ತಪ್ಪಿದಂತೆ ಕಾಣುತ್ತದೆ. ವ್ಯಾಪಾರ ಸುಂಕಗಳ ಮೂಲಕ ಇತರ ದೇಶಗಳ ಮೇಲೆ ಒತ್ತಡ ಹೇರುವ ಪ್ರಯತ್ನ ನಡೆಯುತ್ತಿದೆ.: [266, 1721, 506, 1766]
- column-divider: [762, 1648, 763, 1992]
- cartoon-leg: [595, 1825, 613, 1865]
- axe-blade: [670, 1655, 720, 1701]
- registration-marks: [800, 1994, 852, 2004]
- shloka-verse: ಯಸ್ಯಾಸ್ತಿ ಸರ್ವತ್ರ ಗತಿಃ ಸ ಕಸ್ಮಾತ್ ಸ್ವದೇಶ ರಾಗೇಣ ಹಿ ಯಾತಿ ನಾಶಂ। ತಾತಸ್ಯ ಕೂಪೋಽಯಮಿತಿ ಬ್ರುವಾಣಾಃ ಕ್ಷಾರಂ ಜಲಂ ಕಾಪುರುಷಾಃ ಪಿಬಂತಿ ॥: [6, 880, 339, 908]
- registration-marks: [94, 1994, 146, 2004]
- article-deck: ಹರಳು ಅಥವಾ ಕಲ್ಲನ್ನು ಬಳಸುವ ಮೊದಲು ಅದ್ಯಯನ ತುಂಬಾ ಅಗತ್ಯ. ಸಿಕ್ಕಿದರಲ್ಲೆಲ್ಲ ಬಳಸಬಾರದು.: [380, 166, 649, 198]
- article-dropcap: ಸಾ: [370, 220, 422, 279]
- editorial-box: [6, 84, 348, 842]
- shloka-headline[interactable]: ಅಪ್ಪ ತೋಡಿದ ಬಾವಿ: [6, 850, 150, 875]
- newspaper-logo[interactable]: [6, 6, 322, 70]
